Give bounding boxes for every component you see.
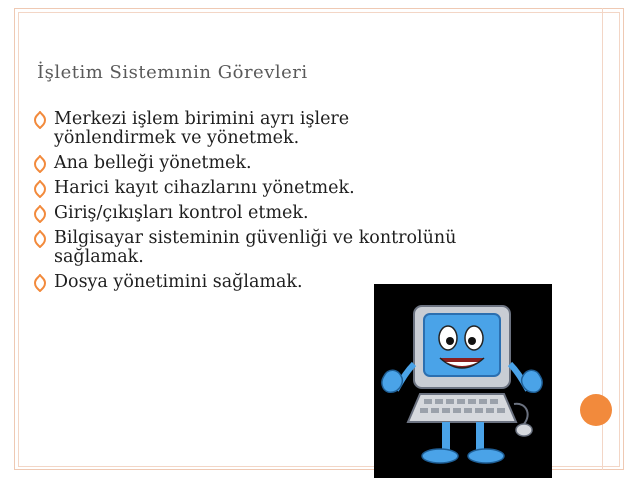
bullet-text: Merkezi işlem birimini ayrı işlere yönlendirmek ve yönetmek. — [54, 109, 350, 148]
slide-title: İşletim Sistemınin Görevleri — [37, 62, 308, 83]
bullet-icon — [32, 111, 48, 129]
bullet-item — [30, 229, 460, 267]
bullet-icon — [32, 230, 48, 248]
bullet-item — [30, 154, 460, 173]
cartoon-computer-icon — [374, 284, 552, 478]
bullet-item — [30, 110, 460, 148]
bullet-text: Bilgisayar sisteminin güvenliği ve kontrolünü sağlamak. — [54, 228, 457, 267]
bullet-icon — [32, 205, 48, 223]
bullet-text: Giriş/çıkışları kontrol etmek. — [54, 203, 309, 223]
bullet-text: Dosya yönetimini sağlamak. — [54, 272, 303, 292]
bullet-text: Harici kayıt cihazlarını yönetmek. — [54, 178, 355, 198]
bullet-item — [30, 204, 460, 223]
bullet-item — [30, 179, 460, 198]
bullet-icon — [32, 155, 48, 173]
bullet-list — [30, 110, 460, 298]
cartoon-computer-art — [374, 284, 552, 478]
accent-dot — [580, 394, 612, 426]
bullet-icon — [32, 180, 48, 198]
bullet-icon — [32, 274, 48, 292]
bullet-text: Ana belleği yönetmek. — [54, 153, 252, 173]
